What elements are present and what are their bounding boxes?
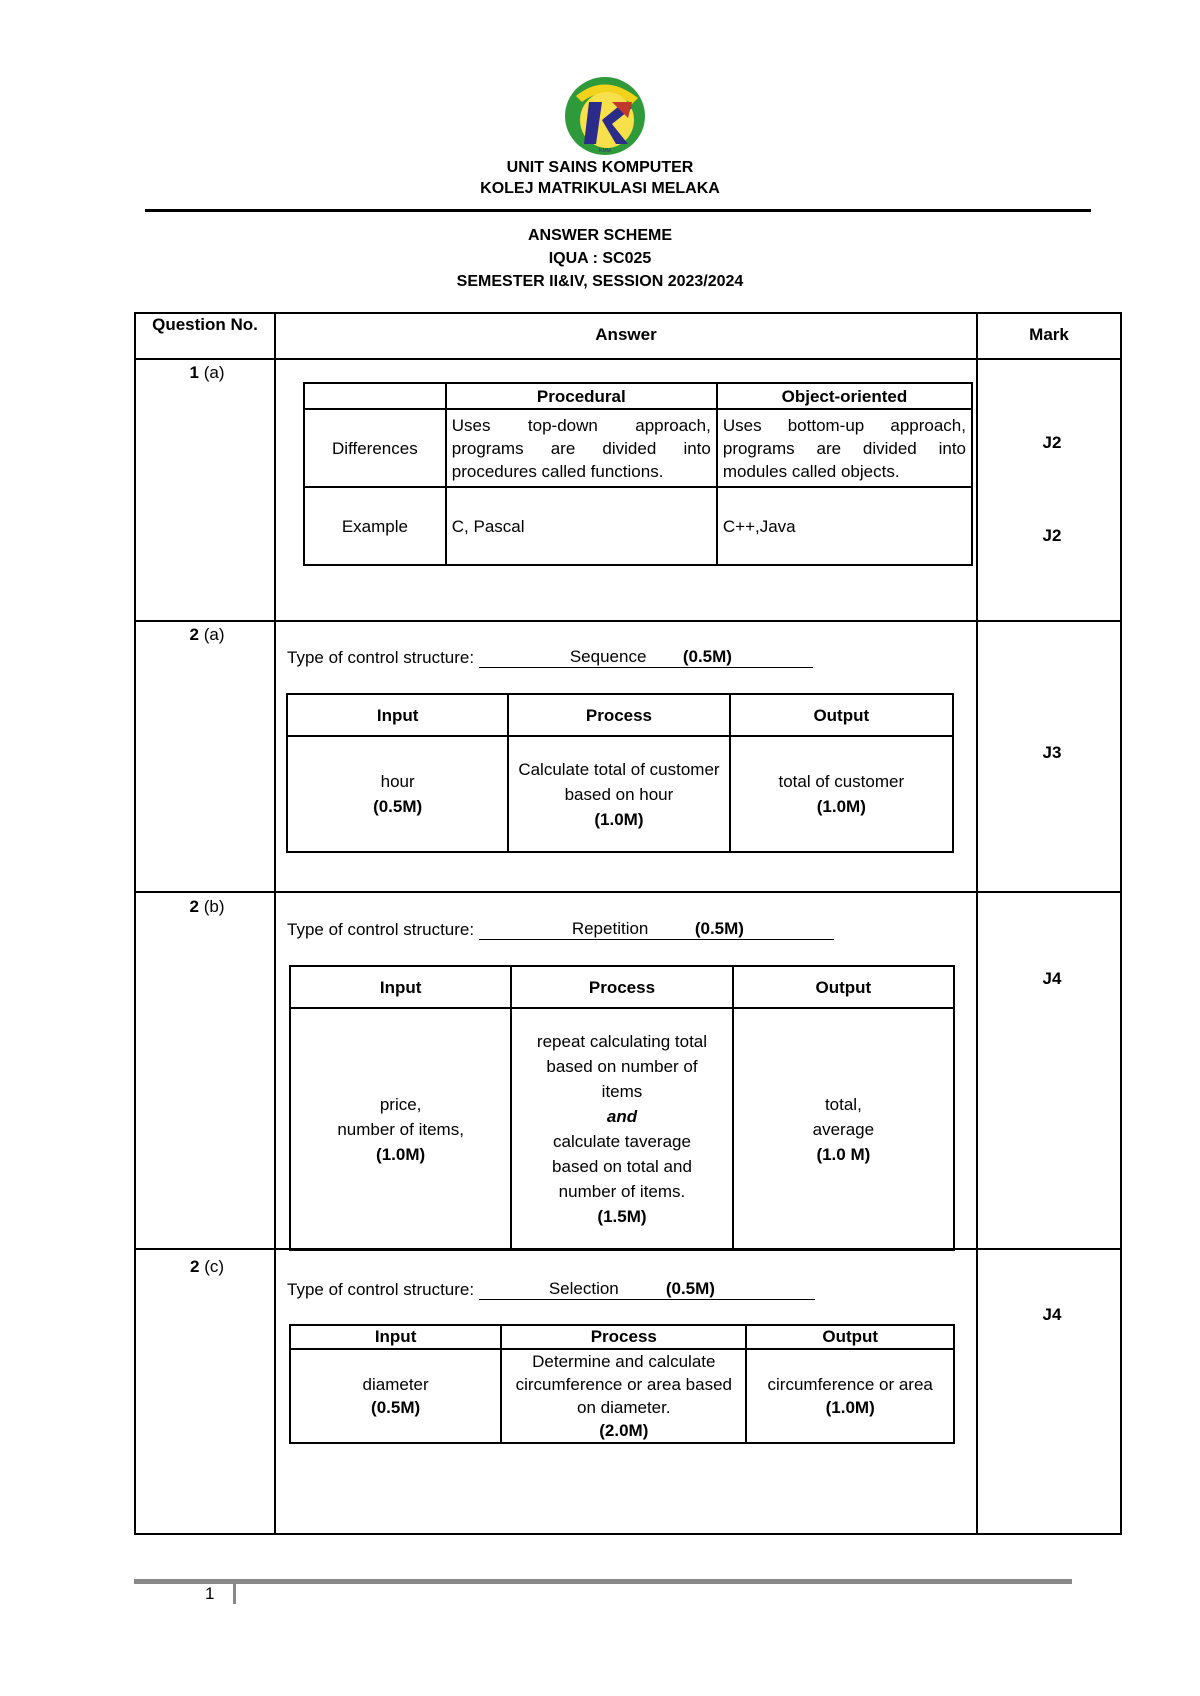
header-input: Input: [287, 694, 508, 736]
process-cell: Determine and calculate circumference or area based on diameter. (2.0M): [501, 1349, 746, 1443]
procedural-difference: Uses top-down approach, programs are divided into procedures called functions.: [446, 409, 717, 487]
unit-name: UNIT SAINS KOMPUTER: [506, 159, 694, 176]
header-output: Output: [733, 966, 954, 1008]
ipo-table-2b: [289, 965, 955, 1251]
header-output: Output: [746, 1325, 954, 1349]
col-header-mark: Mark: [1029, 325, 1069, 344]
header-output: Output: [730, 694, 953, 736]
process-cell: Calculate total of customer based on hour (1.0M): [508, 736, 729, 852]
header-input: Input: [290, 1325, 501, 1349]
process-cell: repeat calculating total based on number of items and calculate taverage based on total and number of items. (1.5M): [511, 1008, 733, 1250]
page-number: 1: [205, 1584, 215, 1603]
col-procedural: Procedural: [446, 383, 717, 409]
control-structure-value: Sequence: [569, 647, 647, 666]
control-structure-2b: Type of control structure: Repetition (0.5M): [287, 919, 834, 940]
mark-2a: J3: [1042, 743, 1062, 762]
mark-1a-example: J2: [1042, 526, 1062, 545]
col-header-answer: Answer: [595, 325, 657, 344]
svg-text:KMM: KMM: [599, 148, 611, 154]
question-number-2b: 2 (b): [189, 897, 225, 916]
input-cell: diameter (0.5M): [290, 1349, 501, 1443]
header-process: Process: [508, 694, 729, 736]
control-structure-mark: (0.5M): [682, 647, 732, 666]
control-structure-value: Selection: [548, 1279, 619, 1298]
ipo-table-2a: [286, 693, 954, 853]
oop-difference: Uses bottom-up approach, programs are divided into modules called objects.: [717, 409, 972, 487]
mark-2c: J4: [1042, 1305, 1062, 1324]
question-number-1a: 1 (a): [189, 363, 225, 382]
college-name: KOLEJ MATRIKULASI MELAKA: [480, 180, 720, 197]
mark-2b: J4: [1042, 969, 1062, 988]
control-structure-2c: Type of control structure: Selection (0.5M): [287, 1279, 815, 1300]
footer-rule: [134, 1579, 1072, 1584]
college-logo: [562, 74, 648, 158]
col-object-oriented: Object-oriented: [717, 383, 972, 409]
procedural-example: C, Pascal: [446, 487, 717, 565]
output-cell: total, average (1.0 M): [733, 1008, 954, 1250]
empty-corner-cell: [304, 383, 446, 409]
control-structure-mark: (0.5M): [665, 1279, 715, 1298]
input-cell: price, number of items, (1.0M): [290, 1008, 511, 1250]
header-input: Input: [290, 966, 511, 1008]
ipo-table-2c: [289, 1324, 955, 1444]
control-structure-2a: Type of control structure: Sequence (0.5M): [287, 647, 813, 668]
mark-1a-differences: J2: [1042, 433, 1062, 452]
oop-example: C++,Java: [717, 487, 972, 565]
question-number-2c: 2 (c): [189, 1257, 225, 1276]
course-code: IQUA : SC025: [548, 250, 652, 267]
output-cell: total of customer (1.0M): [730, 736, 953, 852]
question-number-2a: 2 (a): [189, 625, 225, 644]
header-process: Process: [511, 966, 733, 1008]
header-rule: [145, 209, 1091, 212]
control-structure-value: Repetition: [571, 919, 649, 938]
input-cell: hour (0.5M): [287, 736, 508, 852]
doc-title: ANSWER SCHEME: [527, 227, 672, 244]
row-label-example: Example: [304, 487, 446, 565]
col-header-question: Question No.: [152, 315, 258, 334]
footer-tick: [233, 1582, 236, 1604]
output-cell: circumference or area (1.0M): [746, 1349, 954, 1443]
comparison-table: [303, 382, 973, 566]
control-structure-mark: (0.5M): [694, 919, 744, 938]
semester-session: SEMESTER II&IV, SESSION 2023/2024: [456, 273, 744, 290]
header-process: Process: [501, 1325, 746, 1349]
row-label-differences: Differences: [304, 409, 446, 487]
